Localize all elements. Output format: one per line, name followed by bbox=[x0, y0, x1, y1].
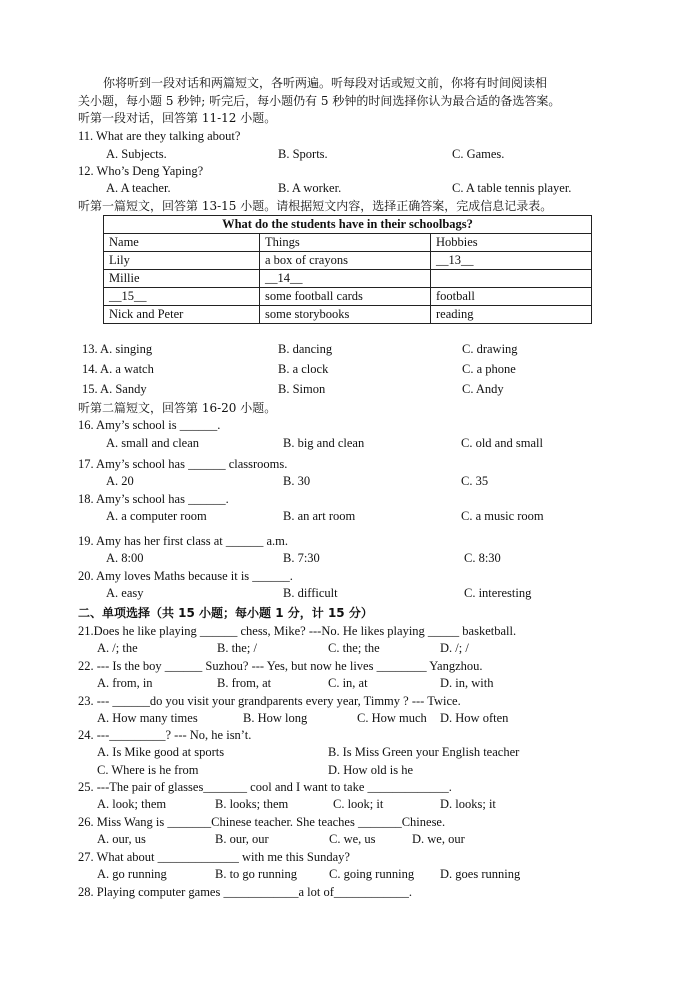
question-stem: 24. ---_________? --- No, he isn’t. bbox=[78, 728, 252, 742]
table-header: Things bbox=[260, 234, 431, 252]
table-cell: Lily bbox=[104, 252, 260, 270]
question-stem: 20. Amy loves Maths because it is ______. bbox=[78, 569, 293, 583]
question-stem: 26. Miss Wang is _______Chinese teacher. She teaches _______Chinese. bbox=[78, 815, 446, 829]
option-a: A. 20 bbox=[106, 474, 134, 488]
option-d: D. in, with bbox=[440, 676, 494, 690]
instructions-line: 关小题，每小题 5 秒钟; 听完后，每小题仍有 5 秒钟的时间选择你认为最合适的备选答案。 bbox=[78, 94, 561, 108]
option-b: B. the; / bbox=[217, 641, 257, 655]
option-a: A. Is Mike good at sports bbox=[97, 745, 225, 759]
option-b: B. from, at bbox=[217, 676, 272, 690]
info-table bbox=[103, 215, 592, 324]
option-b: B. looks; them bbox=[215, 797, 289, 811]
option-a: A. How many times bbox=[97, 711, 198, 725]
option-d: D. looks; it bbox=[440, 797, 496, 811]
table-row bbox=[104, 306, 592, 324]
instructions-line: 你将听到一段对话和两篇短文，各听两遍。听每段对话或短文前，你将有时间阅读相 bbox=[103, 76, 548, 90]
option-a: A. A teacher. bbox=[106, 181, 171, 195]
option-c: C. interesting bbox=[464, 586, 532, 600]
option-c: C. the; the bbox=[328, 641, 380, 655]
option-a: A. /; the bbox=[97, 641, 138, 655]
question-stem: 28. Playing computer games ____________a lot of____________. bbox=[78, 885, 412, 899]
option-b: B. Is Miss Green your English teacher bbox=[328, 745, 520, 759]
question-stem: 17. Amy’s school has ______ classrooms. bbox=[78, 457, 288, 471]
table-header: Name bbox=[104, 234, 260, 252]
table-cell: reading bbox=[431, 306, 592, 324]
option-a: A. look; them bbox=[97, 797, 167, 811]
option-a: 13. A. singing bbox=[82, 342, 153, 356]
option-d: D. /; / bbox=[440, 641, 469, 655]
option-c: C. look; it bbox=[333, 797, 384, 811]
option-c: C. How much bbox=[357, 711, 427, 725]
option-a: A. our, us bbox=[97, 832, 146, 846]
table-cell: __13__ bbox=[431, 252, 592, 270]
table-cell: football bbox=[431, 288, 592, 306]
option-c: C. 8:30 bbox=[464, 551, 501, 565]
question-stem: 23. --- ______do you visit your grandparents every year, Timmy ? --- Twice. bbox=[78, 694, 461, 708]
question-stem: 27. What about _____________ with me this Sunday? bbox=[78, 850, 350, 864]
question-stem: 16. Amy’s school is ______. bbox=[78, 418, 221, 432]
section-heading: 听第一段对话，回答第 11-12 小题。 bbox=[78, 111, 277, 125]
option-a: A. a computer room bbox=[106, 509, 207, 523]
table-header: Hobbies bbox=[431, 234, 592, 252]
option-a: 14. A. a watch bbox=[82, 362, 154, 376]
table-row bbox=[104, 288, 592, 306]
table-row bbox=[104, 252, 592, 270]
table-row bbox=[104, 270, 592, 288]
option-b: B. How long bbox=[243, 711, 308, 725]
option-d: D. we, our bbox=[412, 832, 465, 846]
option-b: B. big and clean bbox=[283, 436, 365, 450]
option-b: B. 30 bbox=[283, 474, 311, 488]
table-cell: some football cards bbox=[260, 288, 431, 306]
table-cell: Nick and Peter bbox=[104, 306, 260, 324]
option-b: B. Simon bbox=[278, 382, 326, 396]
option-c: C. in, at bbox=[328, 676, 368, 690]
option-b: B. an art room bbox=[283, 509, 356, 523]
option-d: D. goes running bbox=[440, 867, 521, 881]
option-b: B. Sports. bbox=[278, 147, 328, 161]
table-cell: Millie bbox=[104, 270, 260, 288]
option-a: A. small and clean bbox=[106, 436, 200, 450]
option-c: C. a music room bbox=[461, 509, 544, 523]
section-heading: 二、单项选择（共 15 小题；每小题 1 分，计 15 分） bbox=[78, 606, 373, 620]
option-c: C. 35 bbox=[461, 474, 489, 488]
question-stem: 11. What are they talking about? bbox=[78, 129, 241, 143]
option-a: 15. A. Sandy bbox=[82, 382, 147, 396]
question-stem: 21.Does he like playing ______ chess, Mike? ---No. He likes playing _____ basketball. bbox=[78, 624, 517, 638]
option-c: C. we, us bbox=[329, 832, 376, 846]
option-c: C. drawing bbox=[462, 342, 518, 356]
option-b: B. dancing bbox=[278, 342, 333, 356]
option-c: C. A table tennis player. bbox=[452, 181, 572, 195]
option-b: B. our, our bbox=[215, 832, 269, 846]
option-d: D. How old is he bbox=[328, 763, 414, 777]
option-c: C. Where is he from bbox=[97, 763, 199, 777]
table-cell bbox=[431, 270, 592, 288]
option-c: C. old and small bbox=[461, 436, 543, 450]
question-stem: 25. ---The pair of glasses_______ cool and I want to take _____________. bbox=[78, 780, 452, 794]
table-cell: __15__ bbox=[104, 288, 260, 306]
option-c: C. going running bbox=[329, 867, 415, 881]
option-c: C. Andy bbox=[462, 382, 504, 396]
table-header-row bbox=[104, 234, 592, 252]
option-c: C. a phone bbox=[462, 362, 516, 376]
section-heading: 听第二篇短文，回答第 16-20 小题。 bbox=[78, 401, 277, 415]
option-a: A. from, in bbox=[97, 676, 153, 690]
question-stem: 12. Who’s Deng Yaping? bbox=[78, 164, 204, 178]
option-c: C. Games. bbox=[452, 147, 505, 161]
question-stem: 18. Amy’s school has ______. bbox=[78, 492, 229, 506]
table-title: What do the students have in their schoolbags? bbox=[104, 216, 592, 234]
option-a: A. go running bbox=[97, 867, 167, 881]
table-cell: some storybooks bbox=[260, 306, 431, 324]
option-b: B. 7:30 bbox=[283, 551, 320, 565]
option-b: B. difficult bbox=[283, 586, 338, 600]
option-d: D. How often bbox=[440, 711, 509, 725]
option-b: B. to go running bbox=[215, 867, 297, 881]
question-stem: 19. Amy has her first class at ______ a.m. bbox=[78, 534, 289, 548]
question-stem: 22. --- Is the boy ______ Suzhou? --- Yes, but now he lives ________ Yangzhou. bbox=[78, 659, 483, 673]
table-cell: a box of crayons bbox=[260, 252, 431, 270]
option-b: B. a clock bbox=[278, 362, 329, 376]
option-a: A. Subjects. bbox=[106, 147, 167, 161]
section-heading: 听第一篇短文，回答第 13-15 小题。请根据短文内容，选择正确答案，完成信息记录表。 bbox=[78, 199, 553, 213]
option-a: A. 8:00 bbox=[106, 551, 144, 565]
option-b: B. A worker. bbox=[278, 181, 342, 195]
option-a: A. easy bbox=[106, 586, 144, 600]
table-cell: __14__ bbox=[260, 270, 431, 288]
